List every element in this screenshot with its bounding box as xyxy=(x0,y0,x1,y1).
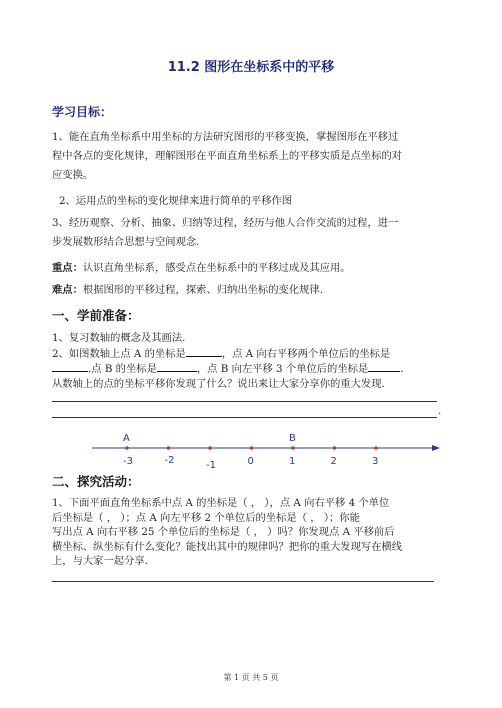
tick-label-3: 3 xyxy=(372,456,379,467)
goal-1-line-3: 应变换。 xyxy=(52,169,94,181)
tick-dot-3 xyxy=(374,446,378,450)
answer-blank-a-coord[interactable] xyxy=(186,346,222,357)
page-footer: 第 1 页 共 5 页 xyxy=(223,673,279,682)
answer-blank-b-coord[interactable] xyxy=(157,361,197,372)
point-b-label: B xyxy=(289,433,296,444)
section1-line-4: 从数轴上的点的坐标平移你发现了什么？说出来让大家分享你的重大发现. xyxy=(52,377,385,390)
section2-line-3: 写出点 A 向右平移 25 个单位后的坐标是（ ， ）吗？你发现点 A 平移前后 xyxy=(52,526,395,538)
answer-line-3[interactable] xyxy=(52,581,434,582)
answer-line-1[interactable] xyxy=(52,401,437,402)
answer-blank-b-shifted[interactable] xyxy=(368,361,400,372)
page-title: 11.2 图形在坐标系中的平移 xyxy=(167,60,335,75)
section1-heading: 一、学前准备： xyxy=(52,308,140,323)
goal-3-line-2: 步发展数形结合思想与空间观念. xyxy=(52,236,200,248)
tick-label--1: -1 xyxy=(206,460,216,471)
tick-label--2: -2 xyxy=(164,455,175,466)
number-line xyxy=(80,428,440,472)
section1-line-1: 1、复习数轴的概念及其画法. xyxy=(52,332,186,344)
section2-line-5: 上，与大家一起分享. xyxy=(52,555,148,567)
goal-item-3 xyxy=(52,214,398,252)
goal-2-line-1: 2、运用点的坐标的变化规律来进行简单的平移作图 xyxy=(59,195,293,207)
key-point-text: 认识直角坐标系，感受点在坐标系中的平移过成及其应用。 xyxy=(82,262,351,274)
goals-heading: 学习目标： xyxy=(52,105,113,119)
section2-body xyxy=(52,496,402,569)
key-point-label: 重点： xyxy=(52,262,83,274)
section2-line-1: 1、下面平面直角坐标系中点 A 的坐标是（ ， ），点 A 向右平移 4 个单位 xyxy=(52,497,390,509)
section1-line-3: .点 B 的坐标是 ，点 B 向左平移 3 个单位后的坐标是 . xyxy=(52,361,404,377)
difficult-point xyxy=(52,281,323,300)
answer-blank-a-shifted[interactable] xyxy=(52,361,88,372)
section2-heading: 二、探究活动： xyxy=(52,474,140,489)
tick-dot--1 xyxy=(208,446,212,450)
tick-label-1: 1 xyxy=(289,456,296,467)
goal-1-line-2: 程中各点的变化规律，理解图形在平面直角坐标系上的平移实质是点坐标的对 xyxy=(52,150,403,162)
tick-dot-0 xyxy=(250,446,254,450)
goal-item-1 xyxy=(52,128,402,185)
section2-line-2: 后坐标是（ ， ）；点 A 向左平移 2 个单位后的坐标是（ ， ）；你能 xyxy=(52,511,360,524)
number-line-arrow-icon xyxy=(432,445,440,451)
goal-3-line-1: 3、经历观察、分析、抽象、归纳等过程，经历与他人合作交流的过程，进一 xyxy=(52,217,399,229)
tick-dot--2 xyxy=(167,446,171,450)
tick-label-0: 0 xyxy=(247,456,254,467)
goal-item-2 xyxy=(59,192,292,211)
tick-label--3: -3 xyxy=(123,456,133,467)
section1-line-2: 2、如图数轴上点 A 的坐标是 ，点 A 向右平移两个单位后的坐标是 xyxy=(52,347,391,360)
answer-line-2[interactable] xyxy=(52,417,437,418)
key-point xyxy=(52,259,351,278)
tick-dot-1 xyxy=(291,446,295,450)
point-a-label: A xyxy=(123,433,130,444)
tick-label-2: 2 xyxy=(330,456,337,467)
tick-dot-2 xyxy=(333,446,337,450)
difficult-point-text: 根据图形的平移过程，探索、归纳出坐标的变化规律. xyxy=(82,284,323,296)
tick-dot--3 xyxy=(125,446,129,450)
difficult-point-label: 难点： xyxy=(52,284,83,296)
section2-line-4: 横坐标、纵坐标有什么变化？能找出其中的规律吗？把你的重大发现写在横线 xyxy=(52,540,403,553)
number-line-ticks xyxy=(123,446,378,471)
goal-1-line-1: 1、能在直角坐标系中用坐标的方法研究图形的平移变换，掌握图形在平移过 xyxy=(52,131,399,143)
section1-body xyxy=(52,331,404,391)
answer-line-period: . xyxy=(438,405,442,417)
